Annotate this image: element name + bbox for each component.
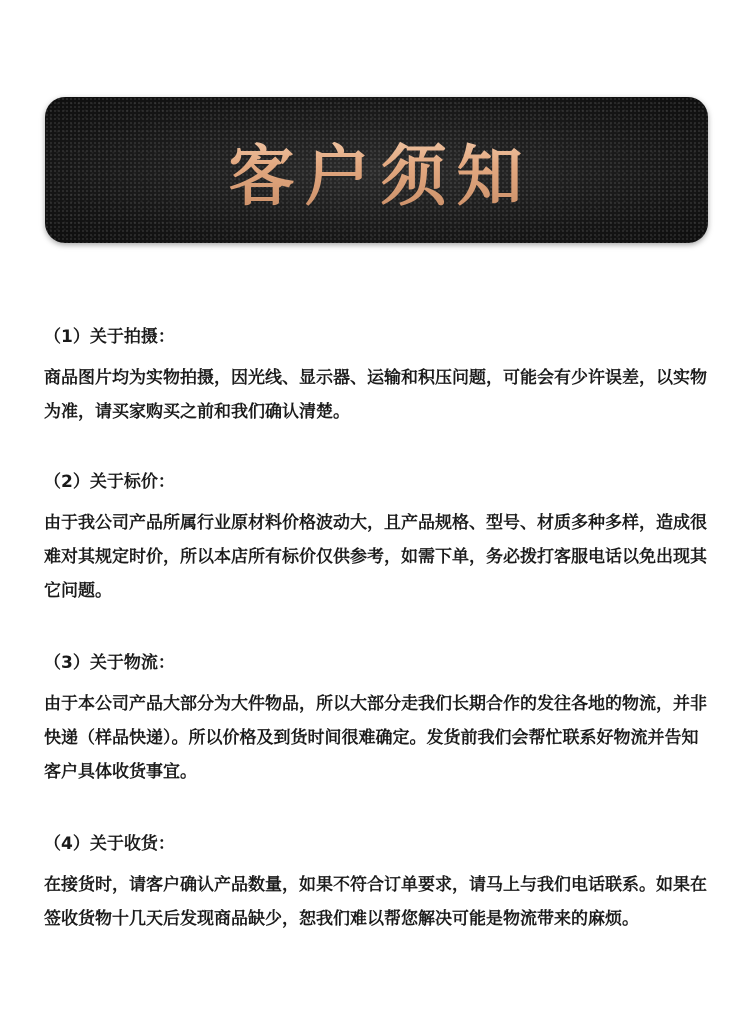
section-heading: （2）关于标价：	[44, 472, 175, 492]
section-body: 由于我公司产品所属行业原材料价格波动大，且产品规格、型号、材质多种多样，造成很难对其规定时价，所以本店所有标价仅供参考，如需下单，务必拨打客服电话以免出现其它问题。	[44, 513, 707, 601]
section-heading: （1）关于拍摄：	[44, 327, 175, 347]
banner-title: 客户须知	[229, 123, 533, 218]
notice-section-logistics	[44, 651, 710, 789]
section-body: 商品图片均为实物拍摄，因光线、显示器、运输和积压问题，可能会有少许误差，以实物为准，请买家购买之前和我们确认清楚。	[44, 368, 707, 422]
notice-section-photography	[44, 325, 710, 429]
section-heading: （4）关于收货：	[44, 834, 175, 854]
notice-section-receiving	[44, 832, 710, 936]
section-heading: （3）关于物流：	[44, 653, 175, 673]
section-body: 由于本公司产品大部分为大件物品，所以大部分走我们长期合作的发往各地的物流，并非快递（样品快递）。所以价格及到货时间很难确定。发货前我们会帮忙联系好物流并告知客户具体收货事宜。	[44, 694, 707, 782]
notice-banner	[45, 97, 708, 243]
notice-section-pricing	[44, 470, 710, 608]
section-body: 在接货时，请客户确认产品数量，如果不符合订单要求，请马上与我们电话联系。如果在签收货物十几天后发现商品缺少，恕我们难以帮您解决可能是物流带来的麻烦。	[44, 875, 707, 929]
